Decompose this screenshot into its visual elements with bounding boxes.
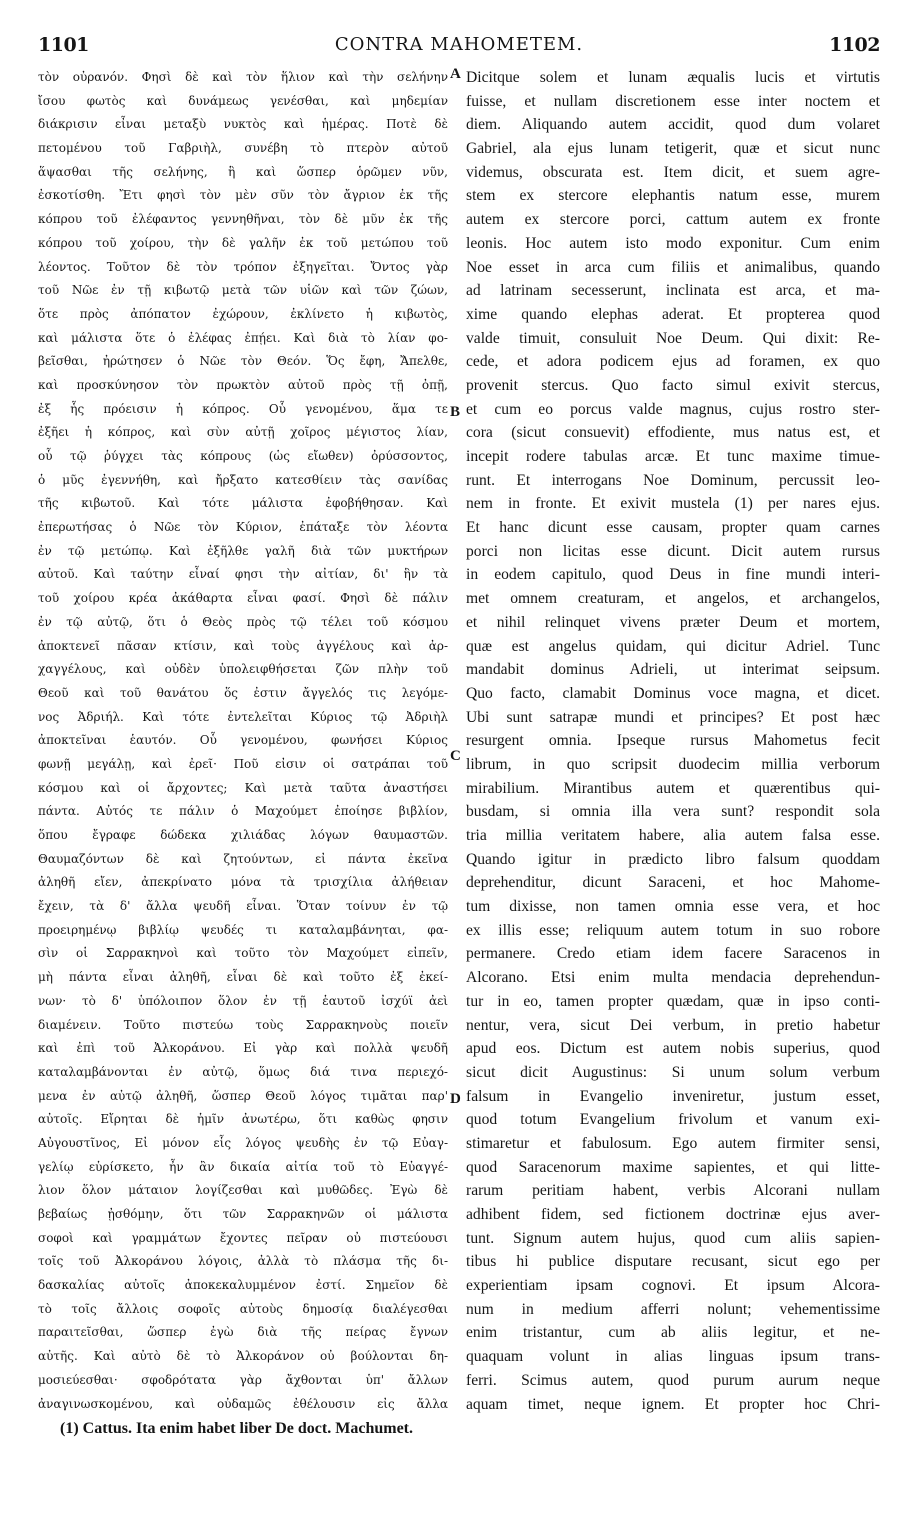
greek-text-line: Θαυμαζόντων δὲ καὶ ζητούντων, εἰ πάντα ἐκεῖνα — [38, 851, 448, 866]
latin-text-line: Noe esset in arca cum filiis et animalibus, quando — [466, 258, 880, 276]
greek-text-line: πετομένου τοῦ Γαβριὴλ, συνέβη τὸ πτερὸν αὐτοῦ — [38, 141, 448, 156]
latin-text-line: tibus hi publice disputare recusant, sicut ego per — [466, 1253, 880, 1271]
greek-text-line: ἐξ ἧς πρόεισιν ἡ κόπρος. Οὗ γενομένου, ἅμα τε — [38, 401, 448, 416]
latin-text-line: adhibent fidem, sed fictionem doctrinæ ejus aver- — [466, 1206, 880, 1223]
latin-text-line: Et hanc dicunt esse causam, propter quam carnes — [466, 519, 880, 537]
latin-text-line: aquam timet, neque ignem. Et propter hoc Chri- — [466, 1395, 880, 1413]
greek-text-line: ἐν τῷ αὐτῷ, ὅτι ὁ Θεὸς πρὸς τῷ τέλει τοῦ κόσμου — [38, 614, 448, 629]
greek-text-line: μοσιεύεσθαι· σφοδρότατα γὰρ ἄχθονται ὑπ' ἄλλων — [38, 1372, 448, 1387]
latin-text-line: num in medium afferri nolunt; vehementissime — [466, 1300, 880, 1318]
latin-text-line: et cum eo porcus valde magnus, cujus rostro ster- — [466, 400, 880, 418]
greek-text-line: προειρημένῳ βιβλίῳ ψευδές τι καταλαμβάνηται, φα- — [38, 922, 448, 937]
greek-text-line: ἐπερωτήσας ὁ Νῶε τὸν Κύριον, ἐπάταξε τὸν λέοντα — [38, 520, 448, 535]
greek-text-line: τὸ τοῖς ἄλλοις σοφοῖς αὐτοὺς δημοσίᾳ διαλέγεσθαι — [38, 1301, 448, 1316]
latin-text-line: runt. Et interrogans Noe Dominum, percussit leo- — [466, 471, 880, 489]
latin-text-line: deprehenditur, dicunt Saraceni, et hoc Mahome- — [466, 874, 880, 892]
latin-text-line: quæ est angelus quidam, qui dicitur Adriel. Tunc — [466, 637, 880, 655]
latin-text-line: tur in eo, tamen propter quædam, quæ in ipso conti- — [466, 992, 880, 1010]
greek-text-line: παραιτεῖσθαι, ὥσπερ ἐγὼ διὰ τῆς πείρας ἔγνων — [38, 1325, 448, 1340]
greek-text-line: οὗ τῷ ῥύγχει τὰς κόπρους (ὡς εἴωθεν) ὀρύσσοντος, — [38, 449, 448, 463]
latin-text-line: cede, et adora podicem ejus ad foramen, ex quo — [466, 353, 880, 371]
latin-text-line: busdam, si omnia illa vera sunt? respondit sola — [466, 803, 880, 821]
greek-text-line: ἔχειν, τὰ δ' ἄλλα ψευδῆ εἶναι. Ὅταν τοίνυν ἐν τῷ — [38, 899, 448, 914]
latin-text-line: fuisse, et nullam discretionem esse inter noctem et — [466, 92, 880, 110]
greek-text-line: καὶ προσκύνησον τὸν πρωκτὸν αὐτοῦ πρὸς τῇ ὀπῇ, — [38, 377, 448, 392]
latin-text-line: Dicitque solem et lunam æqualis lucis et virtutis — [466, 69, 880, 86]
greek-text-line: ἀποκτεῖναι ἑαυτόν. Οὗ γενομένου, φωνήσει Κύριος — [38, 733, 448, 748]
section-marker-d: D — [450, 1091, 461, 1107]
greek-text-line: κόπρου τοῦ ἐλέφαντος γεννηθῆναι, τὸν δὲ μῦν ἐκ τῆς — [38, 212, 448, 227]
greek-text-line: ἀληθῆ εἴεν, ἀπεκρίνατο μόνα τὰ τρισχίλια ἀλήθειαν — [38, 875, 448, 890]
greek-text-line: Αὐγουστῖνος, Εἰ μόνον εἷς λόγος ψευδὴς ἐν τῷ Εὐαγ- — [38, 1135, 448, 1150]
greek-text-line: γελίῳ εὑρίσκετο, ἦν ἂν δικαία αἰτία τοῦ τὸ Εὐαγγέ- — [38, 1159, 448, 1174]
latin-text-line: met omnem creaturam, et angelos, et archangelos, — [466, 590, 880, 608]
latin-text-line: nentur, vera, sicut Dei verbum, in pretio habetur — [466, 1016, 880, 1034]
greek-text-line: νος Ἀδριήλ. Καὶ τότε ἐντελεῖται Κύριος τῷ Ἀδριὴλ — [38, 709, 448, 724]
latin-text-line: sicut dicit Augustinus: Si unum solum verbum — [466, 1063, 880, 1081]
latin-text-line: tum dixisse, non tamen omnia esse vera, et hoc — [466, 898, 880, 916]
latin-text-line: et nihil relinquet vivens præter Deum et mortem, — [466, 613, 880, 631]
latin-text-line: cora (sicut consuevit) effodiente, mus natus est, et — [466, 424, 880, 442]
greek-text-line: μενα ἐν αὐτῷ ἀληθῆ, ὥσπερ Θεοῦ λόγος τιμᾶται παρ' — [38, 1088, 448, 1103]
greek-text-line: ἴσου φωτὸς καὶ δυνάμεως γενέσθαι, καὶ μηδεμίαν — [38, 93, 448, 108]
latin-text-line: nem in fronte. Et exivit mustela (1) per nares ejus. — [466, 495, 880, 513]
greek-text-line: λέοντος. Τοῦτον δὲ τὸν τρόπον ἐξηγεῖται. Ὄντος γὰρ — [38, 259, 448, 274]
section-marker-c: C — [450, 748, 461, 764]
latin-text-line: Quando igitur in prædicto libro falsum quoddam — [466, 850, 880, 868]
greek-text-line: καὶ ἐπὶ τοῦ Ἀλκοράνου. Εἰ γὰρ καὶ πολλὰ ψευδῆ — [38, 1041, 448, 1056]
greek-text-line: ὁ μῦς ἐγεννήθη, καὶ ἤρξατο κατεσθίειν τὰς σανίδας — [38, 472, 448, 487]
latin-text-line: diem. Aliquando autem accidit, quod dum volaret — [466, 116, 880, 134]
greek-text-line: δασκαλίας αὐτοῖς ἀποκεκαλυμμένον ἐστί. Σημεῖον δὲ — [38, 1278, 448, 1293]
page-number-right: 1102 — [829, 34, 880, 56]
latin-text-line: autem ex stercore porci, cattum autem ex fronte — [466, 211, 880, 229]
latin-text-line: in eodem capitulo, quod Deus in fine mundi interi- — [466, 566, 880, 584]
greek-text-line: χαγγέλους, καὶ οὐδὲν ὑπολειφθήσεται ζῶν πλὴν τοῦ — [38, 662, 448, 677]
greek-text-line: ὅπου ἔγραφε δώδεκα χιλιάδας λόγων θαυμαστῶν. — [38, 828, 448, 842]
greek-text-line: καταλαμβάνονται ἐν αὐτῷ, ὅμως διά τινα περιεχό- — [38, 1064, 448, 1079]
latin-text-line: stem ex stercore elephantis natum esse, murem — [466, 187, 880, 205]
greek-text-line: ἀναγινωσκομένου, καὶ οὐδαμῶς ἐθέλουσιν εἰς ἄλλα — [38, 1396, 448, 1411]
latin-text-line: valde timuit, consuluit Noe Deum. Qui dixit: Re- — [466, 329, 880, 347]
latin-text-line: provenit stercus. Quo facto simul exivit stercus, — [466, 376, 880, 394]
latin-column — [466, 66, 880, 1416]
greek-text-line: αὐτῆς. Καὶ αὐτὸ δὲ τὸ Ἀλκοράνον οὐ βούλονται δη- — [38, 1349, 448, 1364]
greek-text-line: καὶ μάλιστα ὅτε ὁ ἐλέφας ἐπῄει. Καὶ διὰ τὸ λίαν φο- — [38, 330, 448, 345]
latin-text-line: Gabriel, ala ejus lunam tetigerit, quæ et sicut nunc — [466, 140, 880, 158]
greek-text-line: πάντα. Αὐτός τε πάλιν ὁ Μαχούμετ ἐποίησε βιβλίον, — [38, 804, 448, 819]
greek-text-line: ὅτε πρὸς ἀπόπατον ἐχώρουν, ἐκλίνετο ἡ κιβωτὸς, — [38, 306, 448, 321]
greek-text-line: κόπρου τοῦ χοίρου, τὴν δὲ γαλῆν ἐκ τοῦ μετώπου τοῦ — [38, 235, 448, 250]
latin-text-line: ad latrinam secesserunt, inclinata est arca, et ma- — [466, 282, 880, 300]
greek-text-line: διαμένειν. Τοῦτο πιστεύω τοὺς Σαρρακηνοὺς ποιεῖν — [38, 1017, 448, 1032]
greek-text-line: τοῦ χοίρου κρέα ἀκάθαρτα εἶναι φασί. Φησὶ δὲ πάλιν — [38, 591, 448, 606]
greek-text-line: διάκρισιν εἶναι μεταξὺ νυκτὸς καὶ ἡμέρας. Ποτὲ δὲ — [38, 117, 448, 132]
latin-text-line: falsum in Evangelio inveniretur, justum esset, — [466, 1087, 880, 1105]
latin-text-line: tria millia veritatem habere, alia autem falsa esse. — [466, 827, 880, 844]
latin-text-line: quaquam volunt in alias linguas ipsum trans- — [466, 1348, 880, 1366]
greek-text-line: σὶν οἱ Σαρρακηνοὶ καὶ τοῦτο τὸν Μαχούμετ εἰπεῖν, — [38, 946, 448, 961]
greek-text-line: μὴ πάντα εἶναι ἀληθῆ, εἶναι δὲ καὶ τοῦτο ἐξ ἐκεί- — [38, 970, 448, 985]
latin-text-line: permanere. Credo etiam idem facere Saracenos in — [466, 945, 880, 963]
greek-text-line: κόσμου καὶ οἱ ἄρχοντες; Καὶ μετὰ ταῦτα ἀναστήσει — [38, 780, 448, 795]
greek-text-line: αὐτοῦ. Καὶ ταύτην εἶναί φησι τὴν αἰτίαν, δι' ἣν τὰ — [38, 567, 448, 582]
greek-text-line: τοῦ Νῶε ἐν τῇ κιβωτῷ μετὰ τῶν υἱῶν καὶ τῶν ζώων, — [38, 283, 448, 298]
latin-text-line: librum, in quo scripsit duodecim millia verborum — [466, 755, 880, 773]
greek-text-line: λιον ὅλον μάταιον λογίζεσθαι καὶ μυθῶδες. Ἐγὼ δὲ — [38, 1183, 448, 1198]
latin-text-line: Ubi sunt satrapæ mundi et principes? Et post hæc — [466, 708, 880, 726]
greek-text-line: ἐν τῷ μετώπῳ. Καὶ ἐξῆλθε γαλῆ διὰ τῶν μυκτήρων — [38, 543, 448, 558]
greek-text-line: τῆς κιβωτοῦ. Καὶ τότε μάλιστα ἐφοβήθησαν. Καὶ — [38, 496, 448, 511]
greek-text-line: σοφοὶ καὶ γραμμάτων ἔχοντες πεῖραν οὐ πιστεύουσι — [38, 1230, 448, 1245]
greek-text-line: τοῖς τοῦ Ἀλκοράνου λόγοις, ἀλλὰ τὸ πλάσμα τῆς δι- — [38, 1254, 448, 1269]
running-header — [38, 34, 880, 64]
section-marker-b: B — [450, 404, 461, 420]
greek-text-line: τὸν οὐρανόν. Φησὶ δὲ καὶ τὸν ἥλιον καὶ τὴν σελήνην — [38, 70, 448, 84]
greek-text-line: φωνῇ μεγάλῃ, καὶ ἐρεῖ· Ποῦ εἰσιν οἱ σατράπαι τοῦ — [38, 756, 448, 771]
latin-text-line: ferri. Scimus autem, quod purum aurum neque — [466, 1371, 880, 1389]
page-number-left: 1101 — [38, 34, 89, 56]
latin-text-line: resurgent omnia. Ipseque rursus Mahometus fecit — [466, 732, 880, 750]
greek-text-line: βεβαίως ᾐσθόμην, ὅτι τῶν Σαρρακηνῶν οἱ μάλιστα — [38, 1207, 448, 1221]
greek-text-line: ἀποκτενεῖ πᾶσαν κτίσιν, καὶ τοὺς ἀγγέλους καὶ ἀρ- — [38, 638, 448, 653]
latin-text-line: stimaretur et fabulosum. Ego autem firmiter sensi, — [466, 1134, 880, 1152]
latin-text-line: incepit rodere tabulas arcæ. Et tunc maxime timue- — [466, 448, 880, 465]
greek-text-line: ἐξῆει ἡ κόπρος, καὶ σὺν αὐτῇ χοῖρος μέγιστος λίαν, — [38, 425, 448, 440]
latin-text-line: leonis. Hoc autem isto modo exponitur. Cum enim — [466, 234, 880, 252]
latin-text-line: xime quando elephas aderat. Et propterea quod — [466, 305, 880, 323]
section-marker-a: A — [450, 66, 461, 82]
latin-text-line: mirabilium. Mirantibus autem et quærentibus qui- — [466, 779, 880, 797]
latin-text-line: Quo facto, clamabit Dominus voce magna, et dicet. — [466, 684, 880, 702]
latin-text-line: quod totum Evangelium frivolum et vanum exi- — [466, 1111, 880, 1129]
latin-text-line: porci non licitas esse dicunt. Dicit autem rursus — [466, 542, 880, 560]
latin-text-line: mandabit dominus Adrieli, ut interimat seipsum. — [466, 661, 880, 679]
latin-text-line: quod Saracenorum maxime sapientes, et qui litte- — [466, 1158, 880, 1176]
greek-column — [38, 66, 448, 1416]
greek-text-line: ἅψασθαι τῆς σελήνης, ἣ καὶ ὥσπερ ὁρῶμεν νῦν, — [38, 164, 448, 179]
latin-text-line: experientiam ipsam cognovi. Et ipsum Alcora- — [466, 1277, 880, 1295]
greek-text-line: ἐσκοτίσθη. Ἔτι φησὶ τὸν μὲν σῦν τὸν ἄγριον ἐκ τῆς — [38, 188, 448, 203]
greek-text-line: βεῖσθαι, ἠρώτησεν ὁ Νῶε τὸν Θεόν. Ὅς ἔφη, Ἄπελθε, — [38, 354, 448, 369]
footnote: (1) Cattus. Ita enim habet liber De doct. Machumet. — [60, 1420, 413, 1437]
latin-text-line: tunt. Signum autem hujus, quod cum aliis sapien- — [466, 1229, 880, 1247]
greek-text-line: αὐτοῖς. Εἴρηται δὲ ἡμῖν ἀνωτέρω, ὅτι καθὼς φησιν — [38, 1112, 448, 1127]
latin-text-line: rarum peritiam habent, verbis Alcorani nullam — [466, 1182, 880, 1200]
greek-text-line: Θεοῦ καὶ τοῦ θανάτου ὅς ἐστιν ἄγγελός τις λεγόμε- — [38, 685, 448, 700]
latin-text-line: ex illis esse; reliquum autem totum in suo robore — [466, 921, 880, 939]
latin-text-line: apud eos. Dictum est autem nobis superius, quod — [466, 1040, 880, 1058]
latin-text-line: videmus, obscurata est. Item dicit, et suem agre- — [466, 163, 880, 181]
latin-text-line: enim tristantur, cum ab aliis legitur, et ne- — [466, 1324, 880, 1342]
running-title: CONTRA MAHOMETEM. — [334, 34, 584, 55]
greek-text-line: νων· τὸ δ' ὑπόλοιπον ὅλον ἐν τῇ ἑαυτοῦ ἰσχύϊ ἀεὶ — [38, 993, 448, 1008]
latin-text-line: Alcorano. Etsi enim multa mendacia deprehendun- — [466, 969, 880, 987]
